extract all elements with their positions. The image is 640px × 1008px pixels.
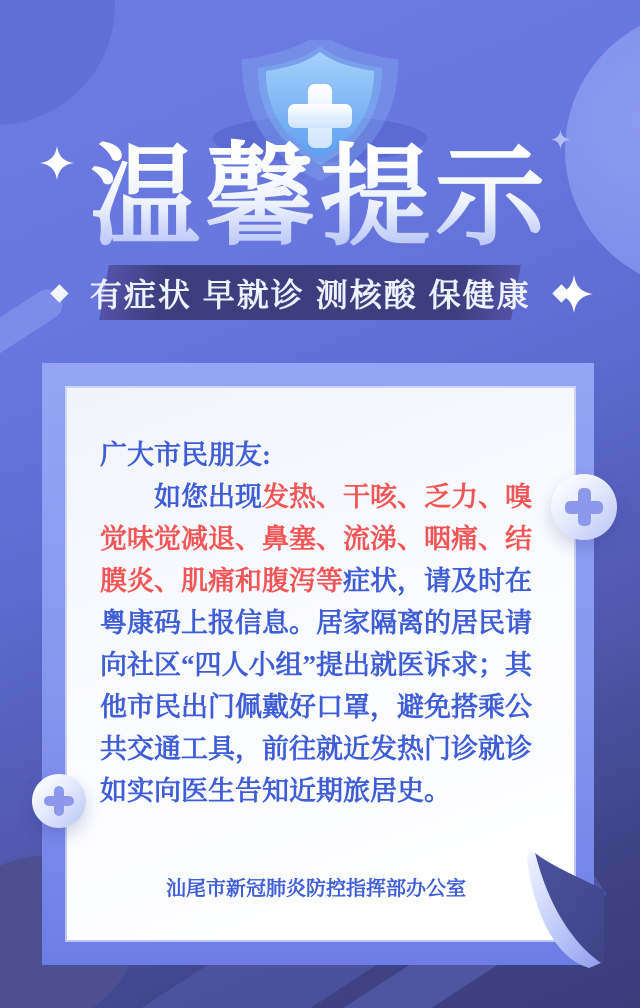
tagline-text: 有症状 早就诊 测核酸 保健康 (89, 276, 531, 313)
notice-paragraph (100, 476, 532, 812)
page-curl (489, 840, 604, 968)
diamond-icon (50, 283, 68, 301)
sparkle-icon (555, 275, 593, 313)
plus-circle-icon (551, 474, 617, 540)
sparkle-icon (551, 130, 570, 149)
issuer-signature: 汕尾市新冠肺炎防控指挥部办公室 (166, 878, 466, 900)
sparkle-icon (40, 146, 74, 180)
tagline-banner-content (53, 270, 568, 316)
background-circle-top-left (0, 0, 115, 125)
poster-title: 温馨提示 (0, 136, 640, 259)
notice-salutation: 广大市民朋友: (100, 440, 271, 470)
tagline-banner (89, 265, 531, 320)
plus-glyph (44, 786, 74, 816)
notice-symptom-list: 发热、干咳、乏力、嗅觉味觉减退、鼻塞、流涕、咽痛、结膜炎、肌痛和腹泻等 (100, 482, 532, 596)
notice-intro: 如您出现 (154, 482, 262, 512)
notice-instructions: 症状，请及时在粤康码上报信息。居家隔离的居民请向社区“四人小组”提出就医诉求；其他市民出门佩戴好口罩，避免搭乘公共交通工具，前往就近发热门诊就诊如实向医生告知近期旅居史。 (100, 566, 532, 806)
plus-glyph (565, 488, 603, 526)
plus-circle-icon (32, 774, 86, 828)
